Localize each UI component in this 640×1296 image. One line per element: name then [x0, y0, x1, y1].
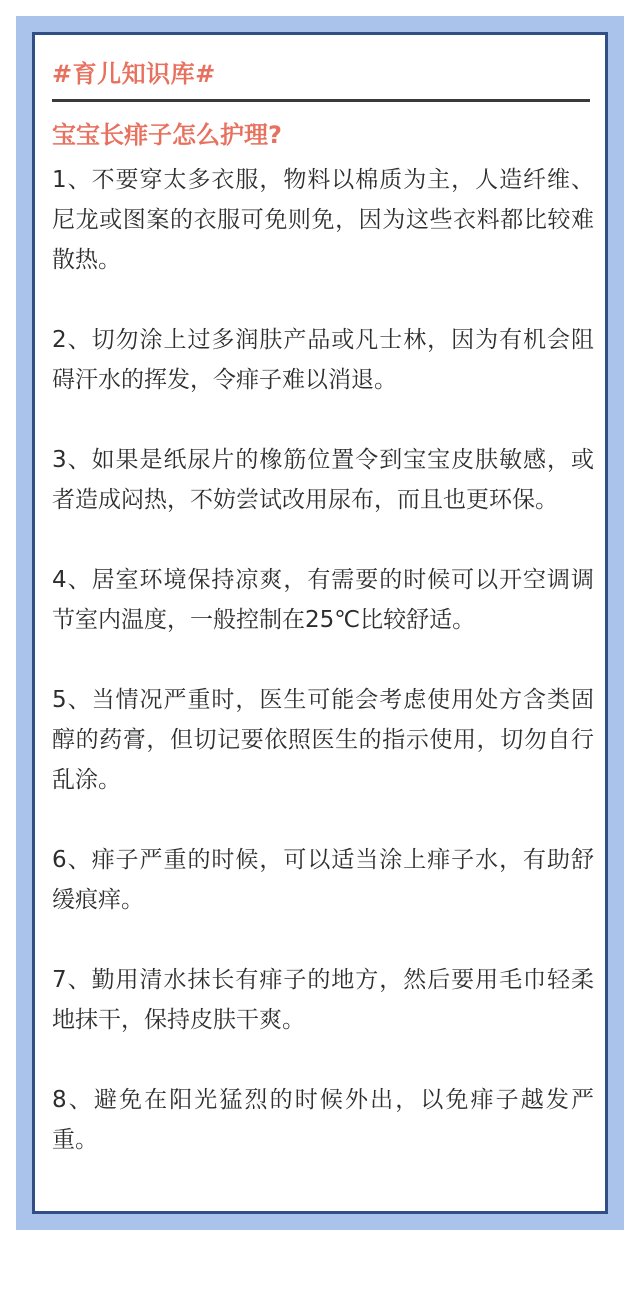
tip-paragraph-4: 4、居室环境保持凉爽，有需要的时候可以开空调调节室内温度，一般控制在25℃比较舒适。	[52, 567, 594, 633]
tip-paragraph-8: 8、避免在阳光猛烈的时候外出，以免痱子越发严重。	[52, 1087, 594, 1153]
tip-paragraph-5: 5、当情况严重时，医生可能会考虑使用处方含类固醇的药膏，但切记要依照医生的指示使用，切勿自行乱涂。	[52, 687, 594, 793]
topic-tag[interactable]: #育儿知识库#	[52, 60, 216, 88]
tip-paragraph-2: 2、切勿涂上过多润肤产品或凡士林，因为有机会阻碍汗水的挥发，令痱子难以消退。	[52, 327, 594, 393]
tip-paragraph-1: 1、不要穿太多衣服，物料以棉质为主，人造纤维、尼龙或图案的衣服可免则免，因为这些衣料都比较难散热。	[52, 167, 594, 273]
article-heading: 宝宝长痱子怎么护理?	[52, 121, 282, 149]
article-card	[32, 32, 608, 1214]
tip-paragraph-3: 3、如果是纸尿片的橡筋位置令到宝宝皮肤敏感，或者造成闷热，不妨尝试改用尿布，而且也更环保。	[52, 447, 594, 513]
tip-paragraph-6: 6、痱子严重的时候，可以适当涂上痱子水，有助舒缓痕痒。	[52, 847, 594, 913]
tip-paragraph-7: 7、勤用清水抹长有痱子的地方，然后要用毛巾轻柔地抹干，保持皮肤干爽。	[52, 967, 594, 1033]
article-body	[52, 160, 594, 1200]
title-divider	[52, 99, 590, 102]
